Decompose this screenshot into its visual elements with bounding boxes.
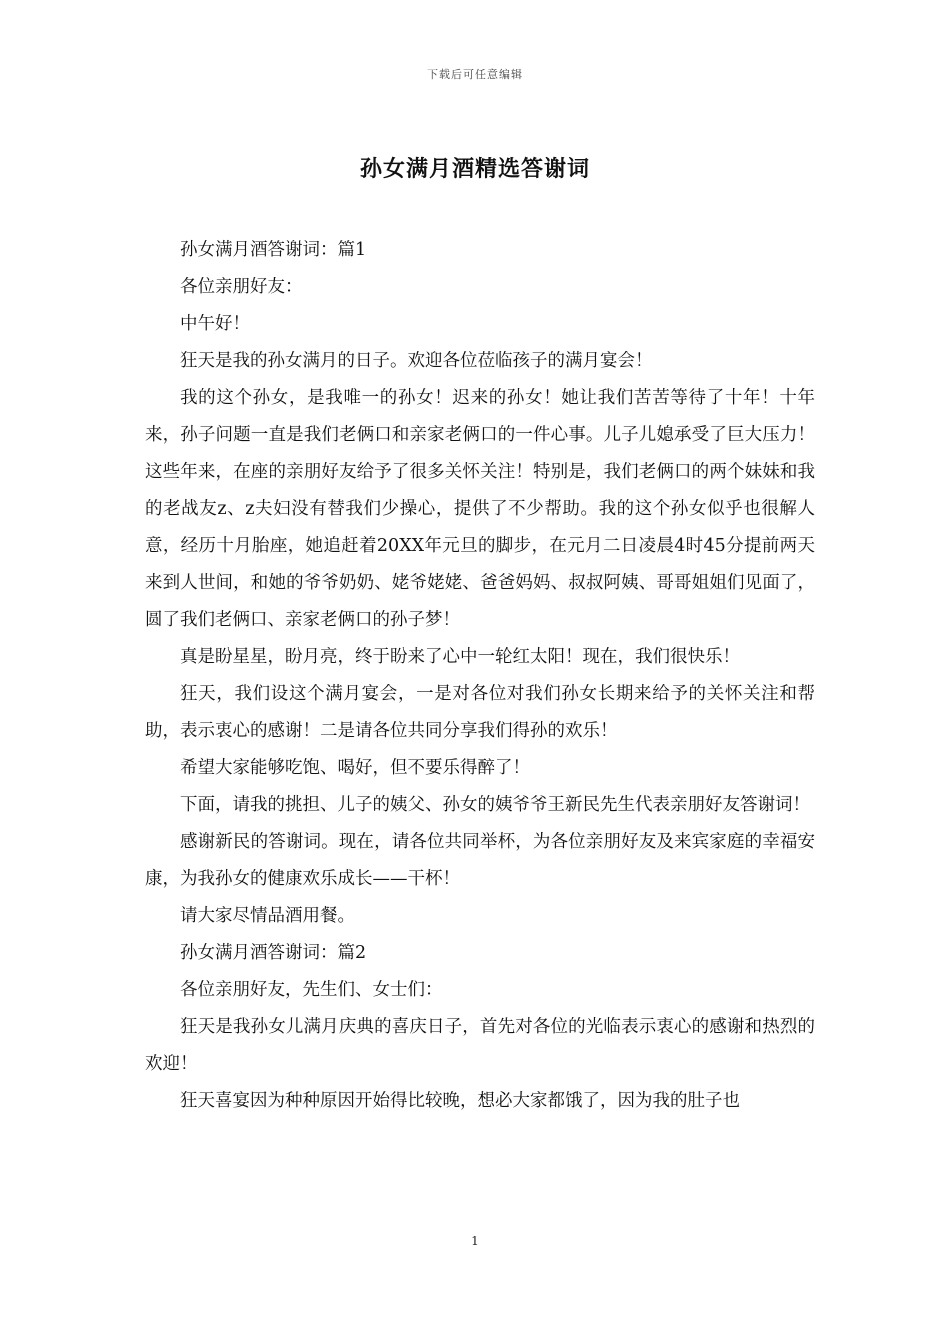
paragraph: 中午好！ [180, 314, 250, 334]
paragraph: 狂天，我们设这个满月宴会，一是对各位对我们孙女长期来给予的关怀关注和帮助，表示衷心的感谢！二是请各位共同分享我们得孙的欢乐！ [145, 684, 815, 741]
document-title: 孙女满月酒精选答谢词 [359, 156, 590, 182]
document-body [145, 232, 815, 1120]
paragraph: 狂天是我的孙女满月的日子。欢迎各位莅临孩子的满月宴会！ [180, 351, 653, 371]
paragraph: 孙女满月酒答谢词：篇1 [180, 240, 367, 260]
paragraph: 各位亲朋好友： [180, 277, 303, 297]
paragraph: 真是盼星星，盼月亮，终于盼来了心中一轮红太阳！现在，我们很快乐！ [180, 647, 740, 667]
page-number: 1 [471, 1234, 479, 1248]
header-note: 下载后可任意编辑 [427, 68, 523, 81]
paragraph: 下面，请我的挑担、儿子的姨父、孙女的姨爷爷王新民先生代表亲朋好友答谢词！ [180, 795, 810, 815]
paragraph: 狂天是我孙女儿满月庆典的喜庆日子，首先对各位的光临表示衷心的感谢和热烈的欢迎！ [145, 1017, 815, 1074]
paragraph: 请大家尽情品酒用餐。 [180, 906, 355, 926]
paragraph: 孙女满月酒答谢词：篇2 [180, 943, 367, 963]
paragraph: 希望大家能够吃饱、喝好，但不要乐得醉了！ [180, 758, 530, 778]
paragraph: 感谢新民的答谢词。现在，请各位共同举杯，为各位亲朋好友及来宾家庭的幸福安康，为我孙女的健康欢乐成长——干杯！ [145, 832, 815, 889]
paragraph: 各位亲朋好友，先生们、女士们： [180, 980, 443, 1000]
paragraph: 狂天喜宴因为种种原因开始得比较晚，想必大家都饿了，因为我的肚子也 [180, 1091, 740, 1111]
paragraph: 我的这个孙女，是我唯一的孙女！迟来的孙女！她让我们苦苦等待了十年！十年来，孙子问题一直是我们老俩口和亲家老俩口的一件心事。儿子儿媳承受了巨大压力！这些年来，在座的亲朋好友给予了很多关怀关注！特别是，我们老俩口的两个妹妹和我的老战友z、z夫妇没有替我们少操心，提供了不少帮助。我的这个孙女似乎也很解人意，经历十月胎座，她追赶着20XX年元旦的脚步，在元月二日凌晨4时45分提前两天来到人世间，和她的爷爷奶奶、姥爷姥姥、爸爸妈妈、叔叔阿姨、哥哥姐姐们见面了，圆了我们老俩口、亲家老俩口的孙子梦！ [145, 388, 815, 630]
